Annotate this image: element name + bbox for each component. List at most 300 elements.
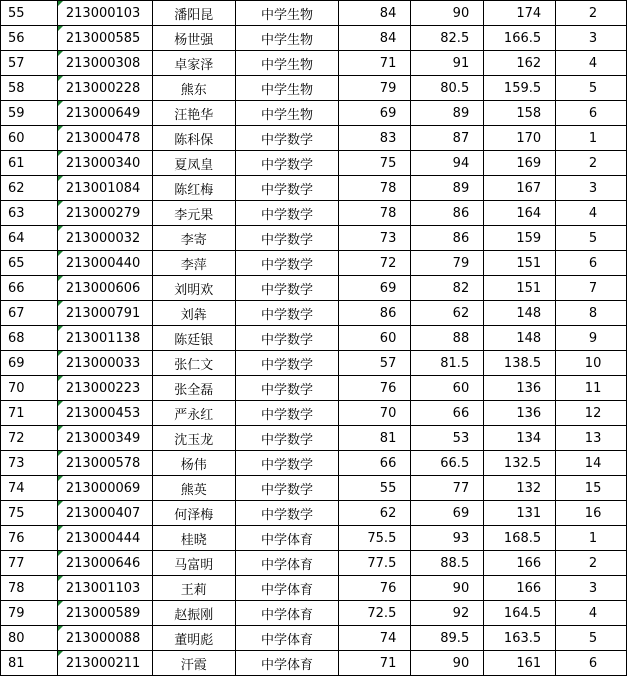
cell-interview-score[interactable] [411, 351, 484, 376]
cell-name[interactable] [152, 476, 235, 501]
cell-interview-score[interactable] [411, 151, 484, 176]
cell-total-score-text: 159.5 [503, 80, 542, 96]
cell-rank[interactable] [556, 401, 627, 426]
cell-exam-id[interactable] [57, 551, 152, 576]
cell-name[interactable] [152, 201, 235, 226]
cell-interview-score[interactable] [411, 501, 484, 526]
cell-subject[interactable] [235, 26, 339, 51]
cell-total-score[interactable] [484, 576, 556, 601]
cell-interview-score-text: 82.5 [440, 30, 470, 46]
cell-rank[interactable] [556, 376, 627, 401]
cell-interview-score[interactable] [411, 276, 484, 301]
cell-interview-score[interactable] [411, 651, 484, 676]
cell-exam-id[interactable] [57, 351, 152, 376]
cell-interview-score[interactable] [411, 1, 484, 26]
cell-exam-id[interactable] [57, 626, 152, 651]
cell-name-text: 李寄 [180, 232, 207, 248]
cell-subject-text: 中学数学 [261, 457, 314, 473]
cell-subject[interactable] [235, 51, 339, 76]
cell-rank-text: 16 [584, 505, 602, 521]
cell-interview-score[interactable] [411, 401, 484, 426]
cell-total-score[interactable] [484, 326, 556, 351]
cell-interview-score[interactable] [411, 26, 484, 51]
cell-total-score[interactable] [484, 651, 556, 676]
cell-exam-id[interactable] [57, 451, 152, 476]
cell-exam-id[interactable] [57, 476, 152, 501]
cell-rank[interactable] [556, 301, 627, 326]
cell-name[interactable] [152, 551, 235, 576]
cell-name[interactable] [152, 326, 235, 351]
cell-total-score[interactable] [484, 26, 556, 51]
cell-index-text: 78 [8, 580, 25, 596]
cell-total-score-text: 163.5 [503, 630, 542, 646]
cell-subject[interactable] [235, 301, 339, 326]
cell-written-score[interactable] [339, 476, 411, 501]
cell-written-score[interactable] [339, 251, 411, 276]
cell-written-score[interactable] [339, 276, 411, 301]
cell-index[interactable] [1, 626, 58, 651]
cell-total-score-text: 161 [516, 655, 542, 671]
cell-written-score[interactable] [339, 651, 411, 676]
cell-interview-score[interactable] [411, 376, 484, 401]
cell-name[interactable] [152, 276, 235, 301]
cell-total-score[interactable] [484, 501, 556, 526]
cell-subject-text: 中学数学 [261, 282, 314, 298]
cell-index[interactable] [1, 326, 58, 351]
cell-name-text: 刘犇 [180, 307, 207, 323]
cell-written-score[interactable] [339, 451, 411, 476]
cell-subject[interactable] [235, 501, 339, 526]
cell-exam-id[interactable] [57, 576, 152, 601]
cell-subject-text: 中学数学 [261, 207, 314, 223]
cell-written-score-text: 78 [379, 205, 397, 221]
cell-total-score[interactable] [484, 551, 556, 576]
cell-exam-id[interactable] [57, 251, 152, 276]
cell-written-score[interactable] [339, 26, 411, 51]
cell-written-score[interactable] [339, 51, 411, 76]
cell-rank[interactable] [556, 126, 627, 151]
cell-rank[interactable] [556, 626, 627, 651]
cell-name[interactable] [152, 401, 235, 426]
cell-total-score[interactable] [484, 626, 556, 651]
cell-index[interactable] [1, 301, 58, 326]
cell-rank[interactable] [556, 51, 627, 76]
cell-subject[interactable] [235, 426, 339, 451]
cell-total-score[interactable] [484, 301, 556, 326]
cell-name[interactable] [152, 451, 235, 476]
table-row [1, 476, 627, 501]
cell-index[interactable] [1, 551, 58, 576]
cell-interview-score[interactable] [411, 526, 484, 551]
cell-written-score[interactable] [339, 101, 411, 126]
cell-rank[interactable] [556, 176, 627, 201]
cell-rank-text: 3 [588, 180, 598, 196]
text-number-indicator-icon [58, 376, 63, 381]
cell-total-score-text: 148 [516, 330, 542, 346]
cell-name-text: 陈红梅 [174, 182, 214, 198]
cell-name[interactable] [152, 76, 235, 101]
cell-rank-text: 15 [584, 480, 602, 496]
cell-index[interactable] [1, 376, 58, 401]
cell-written-score-text: 75 [379, 155, 397, 171]
text-number-indicator-icon [58, 401, 63, 406]
cell-exam-id-text: 213000407 [65, 505, 141, 521]
cell-subject[interactable] [235, 351, 339, 376]
cell-rank[interactable] [556, 276, 627, 301]
cell-exam-id[interactable] [57, 301, 152, 326]
cell-subject[interactable] [235, 226, 339, 251]
cell-exam-id-text: 213001138 [65, 330, 141, 346]
cell-exam-id[interactable] [57, 601, 152, 626]
table-row [1, 26, 627, 51]
cell-interview-score[interactable] [411, 426, 484, 451]
cell-rank[interactable] [556, 326, 627, 351]
cell-exam-id[interactable] [57, 226, 152, 251]
cell-total-score[interactable] [484, 226, 556, 251]
cell-written-score[interactable] [339, 126, 411, 151]
table-row [1, 651, 627, 676]
cell-index[interactable] [1, 101, 58, 126]
cell-total-score-text: 166.5 [503, 30, 542, 46]
cell-subject-text: 中学数学 [261, 432, 314, 448]
cell-subject[interactable] [235, 651, 339, 676]
cell-index-text: 70 [8, 380, 25, 396]
cell-total-score[interactable] [484, 176, 556, 201]
text-number-indicator-icon [58, 276, 63, 281]
cell-index[interactable] [1, 176, 58, 201]
cell-rank[interactable] [556, 26, 627, 51]
cell-written-score-text: 66 [379, 455, 397, 471]
cell-interview-score[interactable] [411, 51, 484, 76]
cell-index[interactable] [1, 501, 58, 526]
cell-rank[interactable] [556, 76, 627, 101]
cell-subject[interactable] [235, 151, 339, 176]
cell-total-score[interactable] [484, 1, 556, 26]
cell-name[interactable] [152, 26, 235, 51]
cell-subject[interactable] [235, 526, 339, 551]
cell-subject[interactable] [235, 176, 339, 201]
results-table-body [1, 1, 627, 676]
cell-index[interactable] [1, 426, 58, 451]
cell-subject[interactable] [235, 551, 339, 576]
cell-written-score[interactable] [339, 401, 411, 426]
cell-subject[interactable] [235, 626, 339, 651]
cell-index-text: 65 [8, 255, 25, 271]
cell-exam-id[interactable] [57, 26, 152, 51]
cell-rank-text: 12 [584, 405, 602, 421]
cell-interview-score-text: 79 [452, 255, 470, 271]
cell-subject[interactable] [235, 376, 339, 401]
cell-rank[interactable] [556, 576, 627, 601]
cell-name[interactable] [152, 101, 235, 126]
cell-index-text: 58 [8, 80, 25, 96]
cell-interview-score[interactable] [411, 176, 484, 201]
cell-written-score-text: 55 [379, 480, 397, 496]
cell-rank[interactable] [556, 601, 627, 626]
cell-exam-id-text: 213000088 [65, 630, 141, 646]
cell-name[interactable] [152, 651, 235, 676]
cell-name[interactable] [152, 51, 235, 76]
table-row [1, 551, 627, 576]
cell-exam-id-text: 213000211 [65, 655, 141, 671]
cell-interview-score[interactable] [411, 126, 484, 151]
text-number-indicator-icon [58, 1, 63, 6]
cell-interview-score[interactable] [411, 551, 484, 576]
table-row [1, 601, 627, 626]
cell-written-score[interactable] [339, 626, 411, 651]
cell-index[interactable] [1, 251, 58, 276]
cell-total-score[interactable] [484, 76, 556, 101]
cell-name-text: 卓家泽 [174, 57, 214, 73]
cell-exam-id[interactable] [57, 276, 152, 301]
cell-rank-text: 14 [584, 455, 602, 471]
cell-rank[interactable] [556, 351, 627, 376]
cell-interview-score-text: 88.5 [440, 555, 470, 571]
text-number-indicator-icon [58, 576, 63, 581]
cell-written-score-text: 74 [379, 630, 397, 646]
cell-index[interactable] [1, 451, 58, 476]
cell-rank[interactable] [556, 426, 627, 451]
cell-name[interactable] [152, 426, 235, 451]
cell-subject[interactable] [235, 401, 339, 426]
cell-subject[interactable] [235, 1, 339, 26]
cell-interview-score[interactable] [411, 226, 484, 251]
cell-exam-id[interactable] [57, 376, 152, 401]
cell-written-score[interactable] [339, 376, 411, 401]
cell-index-text: 60 [8, 130, 25, 146]
cell-name[interactable] [152, 501, 235, 526]
cell-rank-text: 2 [588, 5, 598, 21]
cell-index[interactable] [1, 651, 58, 676]
cell-total-score[interactable] [484, 526, 556, 551]
cell-total-score-text: 132.5 [503, 455, 542, 471]
cell-index[interactable] [1, 151, 58, 176]
cell-total-score-text: 166 [516, 555, 542, 571]
cell-exam-id[interactable] [57, 51, 152, 76]
cell-exam-id[interactable] [57, 501, 152, 526]
cell-written-score[interactable] [339, 1, 411, 26]
cell-interview-score[interactable] [411, 301, 484, 326]
cell-rank-text: 13 [584, 430, 602, 446]
cell-written-score[interactable] [339, 351, 411, 376]
cell-index-text: 75 [8, 505, 25, 521]
cell-exam-id[interactable] [57, 76, 152, 101]
cell-written-score[interactable] [339, 551, 411, 576]
cell-written-score[interactable] [339, 151, 411, 176]
text-number-indicator-icon [58, 526, 63, 531]
cell-index[interactable] [1, 601, 58, 626]
cell-interview-score[interactable] [411, 626, 484, 651]
cell-subject[interactable] [235, 201, 339, 226]
cell-name[interactable] [152, 526, 235, 551]
table-row [1, 526, 627, 551]
cell-name-text: 沈玉龙 [174, 432, 214, 448]
cell-total-score[interactable] [484, 451, 556, 476]
cell-interview-score[interactable] [411, 251, 484, 276]
cell-index[interactable] [1, 276, 58, 301]
cell-written-score[interactable] [339, 501, 411, 526]
cell-total-score[interactable] [484, 51, 556, 76]
cell-index[interactable] [1, 51, 58, 76]
cell-index[interactable] [1, 201, 58, 226]
cell-interview-score-text: 86 [452, 230, 470, 246]
cell-rank[interactable] [556, 251, 627, 276]
cell-written-score[interactable] [339, 301, 411, 326]
cell-name[interactable] [152, 226, 235, 251]
cell-index[interactable] [1, 126, 58, 151]
cell-index[interactable] [1, 26, 58, 51]
cell-written-score[interactable] [339, 576, 411, 601]
cell-interview-score[interactable] [411, 326, 484, 351]
cell-name[interactable] [152, 151, 235, 176]
cell-exam-id[interactable] [57, 151, 152, 176]
cell-written-score[interactable] [339, 226, 411, 251]
cell-index[interactable] [1, 226, 58, 251]
cell-interview-score[interactable] [411, 101, 484, 126]
cell-exam-id[interactable] [57, 426, 152, 451]
cell-total-score[interactable] [484, 401, 556, 426]
cell-total-score[interactable] [484, 101, 556, 126]
cell-exam-id-text: 213000228 [65, 80, 141, 96]
cell-written-score[interactable] [339, 601, 411, 626]
cell-total-score-text: 159 [516, 230, 542, 246]
text-number-indicator-icon [58, 451, 63, 456]
cell-rank[interactable] [556, 476, 627, 501]
cell-rank[interactable] [556, 226, 627, 251]
cell-exam-id[interactable] [57, 126, 152, 151]
cell-index-text: 74 [8, 480, 25, 496]
cell-subject-text: 中学生物 [261, 107, 314, 123]
cell-name[interactable] [152, 126, 235, 151]
cell-rank[interactable] [556, 501, 627, 526]
cell-subject[interactable] [235, 601, 339, 626]
cell-written-score-text: 79 [379, 80, 397, 96]
cell-rank[interactable] [556, 101, 627, 126]
cell-subject[interactable] [235, 326, 339, 351]
cell-exam-id[interactable] [57, 326, 152, 351]
cell-written-score[interactable] [339, 76, 411, 101]
cell-total-score[interactable] [484, 376, 556, 401]
cell-name-text: 陈廷银 [174, 332, 214, 348]
cell-index[interactable] [1, 526, 58, 551]
cell-subject-text: 中学数学 [261, 182, 314, 198]
cell-subject-text: 中学数学 [261, 357, 314, 373]
cell-index[interactable] [1, 1, 58, 26]
cell-written-score-text: 71 [379, 55, 397, 71]
cell-interview-score[interactable] [411, 476, 484, 501]
cell-total-score[interactable] [484, 126, 556, 151]
cell-exam-id[interactable] [57, 101, 152, 126]
cell-name[interactable] [152, 376, 235, 401]
cell-exam-id-text: 213000478 [65, 130, 141, 146]
cell-exam-id[interactable] [57, 201, 152, 226]
cell-rank[interactable] [556, 151, 627, 176]
cell-index[interactable] [1, 576, 58, 601]
cell-index[interactable] [1, 351, 58, 376]
text-number-indicator-icon [58, 201, 63, 206]
cell-index-text: 72 [8, 430, 25, 446]
cell-subject[interactable] [235, 276, 339, 301]
cell-name[interactable] [152, 1, 235, 26]
cell-exam-id[interactable] [57, 651, 152, 676]
cell-total-score[interactable] [484, 351, 556, 376]
cell-total-score-text: 164 [516, 205, 542, 221]
cell-rank-text: 5 [588, 80, 598, 96]
cell-written-score-text: 72.5 [367, 605, 397, 621]
text-number-indicator-icon [58, 601, 63, 606]
cell-rank-text: 6 [588, 255, 598, 271]
cell-name[interactable] [152, 251, 235, 276]
cell-interview-score[interactable] [411, 76, 484, 101]
cell-index[interactable] [1, 76, 58, 101]
cell-interview-score-text: 90 [452, 655, 470, 671]
cell-index[interactable] [1, 476, 58, 501]
table-row [1, 126, 627, 151]
cell-subject-text: 中学数学 [261, 482, 314, 498]
cell-written-score-text: 73 [379, 230, 397, 246]
cell-name[interactable] [152, 626, 235, 651]
cell-interview-score[interactable] [411, 451, 484, 476]
cell-subject[interactable] [235, 101, 339, 126]
cell-subject[interactable] [235, 451, 339, 476]
cell-subject-text: 中学生物 [261, 82, 314, 98]
cell-subject[interactable] [235, 476, 339, 501]
cell-rank[interactable] [556, 1, 627, 26]
cell-total-score[interactable] [484, 601, 556, 626]
cell-exam-id[interactable] [57, 176, 152, 201]
text-number-indicator-icon [58, 26, 63, 31]
cell-interview-score[interactable] [411, 201, 484, 226]
cell-name[interactable] [152, 601, 235, 626]
cell-exam-id[interactable] [57, 401, 152, 426]
cell-name[interactable] [152, 351, 235, 376]
cell-rank[interactable] [556, 201, 627, 226]
cell-subject[interactable] [235, 251, 339, 276]
cell-written-score[interactable] [339, 326, 411, 351]
table-row [1, 201, 627, 226]
cell-rank[interactable] [556, 651, 627, 676]
cell-written-score[interactable] [339, 526, 411, 551]
cell-total-score[interactable] [484, 201, 556, 226]
cell-name[interactable] [152, 176, 235, 201]
cell-total-score[interactable] [484, 426, 556, 451]
cell-total-score[interactable] [484, 251, 556, 276]
cell-subject[interactable] [235, 76, 339, 101]
text-number-indicator-icon [58, 151, 63, 156]
cell-name-text: 汪艳华 [174, 107, 214, 123]
cell-index[interactable] [1, 401, 58, 426]
cell-rank[interactable] [556, 451, 627, 476]
cell-subject[interactable] [235, 576, 339, 601]
cell-rank[interactable] [556, 526, 627, 551]
cell-total-score[interactable] [484, 276, 556, 301]
cell-exam-id[interactable] [57, 1, 152, 26]
cell-interview-score[interactable] [411, 601, 484, 626]
table-row [1, 51, 627, 76]
cell-name-text: 李元果 [174, 207, 214, 223]
cell-subject[interactable] [235, 126, 339, 151]
cell-interview-score[interactable] [411, 576, 484, 601]
cell-name[interactable] [152, 576, 235, 601]
cell-total-score[interactable] [484, 476, 556, 501]
cell-written-score[interactable] [339, 426, 411, 451]
cell-exam-id[interactable] [57, 526, 152, 551]
cell-name[interactable] [152, 301, 235, 326]
cell-written-score[interactable] [339, 201, 411, 226]
cell-total-score[interactable] [484, 151, 556, 176]
cell-written-score[interactable] [339, 176, 411, 201]
cell-rank[interactable] [556, 551, 627, 576]
